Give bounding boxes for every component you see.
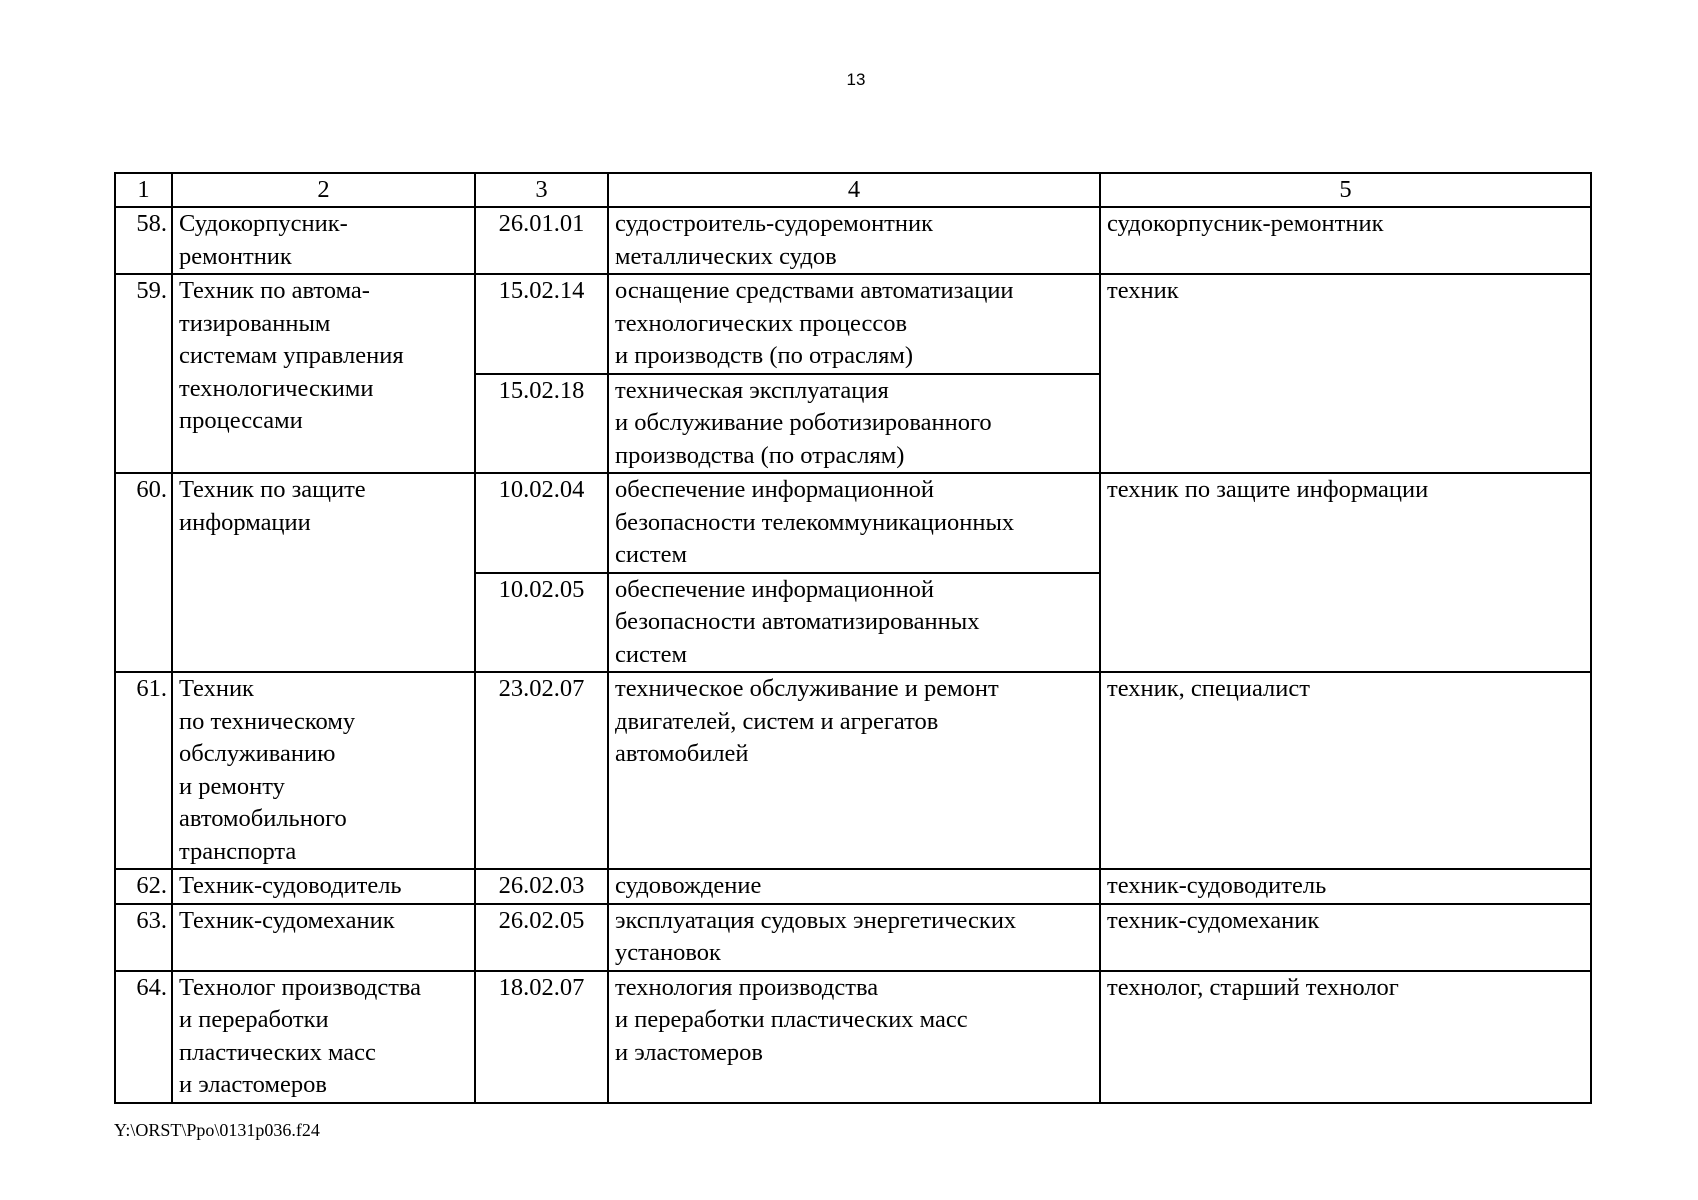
specialty-name: обеспечение информационной безопасности автоматизированных систем [608, 573, 1100, 673]
specialty-code: 15.02.18 [475, 374, 608, 474]
table-row [115, 274, 1591, 374]
header-cell: 1 [115, 173, 172, 207]
table-row [115, 971, 1591, 1103]
specialty-name: судостроитель-судоремонтник металлических судов [608, 207, 1100, 274]
footer-file-path: Y:\ORST\Ppo\0131p036.f24 [114, 1120, 320, 1140]
specialty-name: оснащение средствами автоматизации технологических процессов и производств (по отраслям) [608, 274, 1100, 374]
header-cell: 3 [475, 173, 608, 207]
specialty-name: эксплуатация судовых энергетических установок [608, 904, 1100, 971]
row-number: 64. [115, 971, 172, 1103]
profession-name: Технолог производства и переработки пластических масс и эластомеров [172, 971, 475, 1103]
profession-name: Техник-судомеханик [172, 904, 475, 971]
specialty-code: 23.02.07 [475, 672, 608, 869]
specialty-code: 26.02.03 [475, 869, 608, 904]
header-cell: 5 [1100, 173, 1591, 207]
profession-name: Техник-судоводитель [172, 869, 475, 904]
specialty-code: 26.02.05 [475, 904, 608, 971]
specialty-code: 18.02.07 [475, 971, 608, 1103]
profession-name: Техник по автома- тизированным системам управления технологическими процессами [172, 274, 475, 473]
table-row [115, 869, 1591, 904]
specialty-code: 26.01.01 [475, 207, 608, 274]
specialty-code: 10.02.04 [475, 473, 608, 573]
profession-name: Техник по техническому обслуживанию и ремонту автомобильного транспорта [172, 672, 475, 869]
specialty-code: 10.02.05 [475, 573, 608, 673]
qualification: судокорпусник-ремонтник [1100, 207, 1591, 274]
specialty-code: 15.02.14 [475, 274, 608, 374]
table-row [115, 207, 1591, 274]
table-row [115, 473, 1591, 573]
qualification: техник, специалист [1100, 672, 1591, 869]
professions-table [114, 172, 1592, 1104]
qualification: техник-судомеханик [1100, 904, 1591, 971]
specialty-name: обеспечение информационной безопасности телекоммуникационных систем [608, 473, 1100, 573]
qualification: техник-судоводитель [1100, 869, 1591, 904]
profession-name: Техник по защите информации [172, 473, 475, 672]
specialty-name: техническое обслуживание и ремонт двигателей, систем и агрегатов автомобилей [608, 672, 1100, 869]
specialty-name: судовождение [608, 869, 1100, 904]
specialty-name: технология производства и переработки пластических масс и эластомеров [608, 971, 1100, 1103]
page-number: 13 [846, 70, 866, 89]
qualification: техник [1100, 274, 1591, 473]
header-cell: 4 [608, 173, 1100, 207]
qualification: технолог, старший технолог [1100, 971, 1591, 1103]
header-cell: 2 [172, 173, 475, 207]
row-number: 61. [115, 672, 172, 869]
qualification: техник по защите информации [1100, 473, 1591, 672]
row-number: 59. [115, 274, 172, 473]
row-number: 62. [115, 869, 172, 904]
row-number: 58. [115, 207, 172, 274]
table-header-row [115, 173, 1591, 207]
table-row [115, 904, 1591, 971]
table-row [115, 672, 1591, 869]
specialty-name: техническая эксплуатация и обслуживание роботизированного производства (по отраслям) [608, 374, 1100, 474]
profession-name: Судокорпусник- ремонтник [172, 207, 475, 274]
row-number: 60. [115, 473, 172, 672]
row-number: 63. [115, 904, 172, 971]
